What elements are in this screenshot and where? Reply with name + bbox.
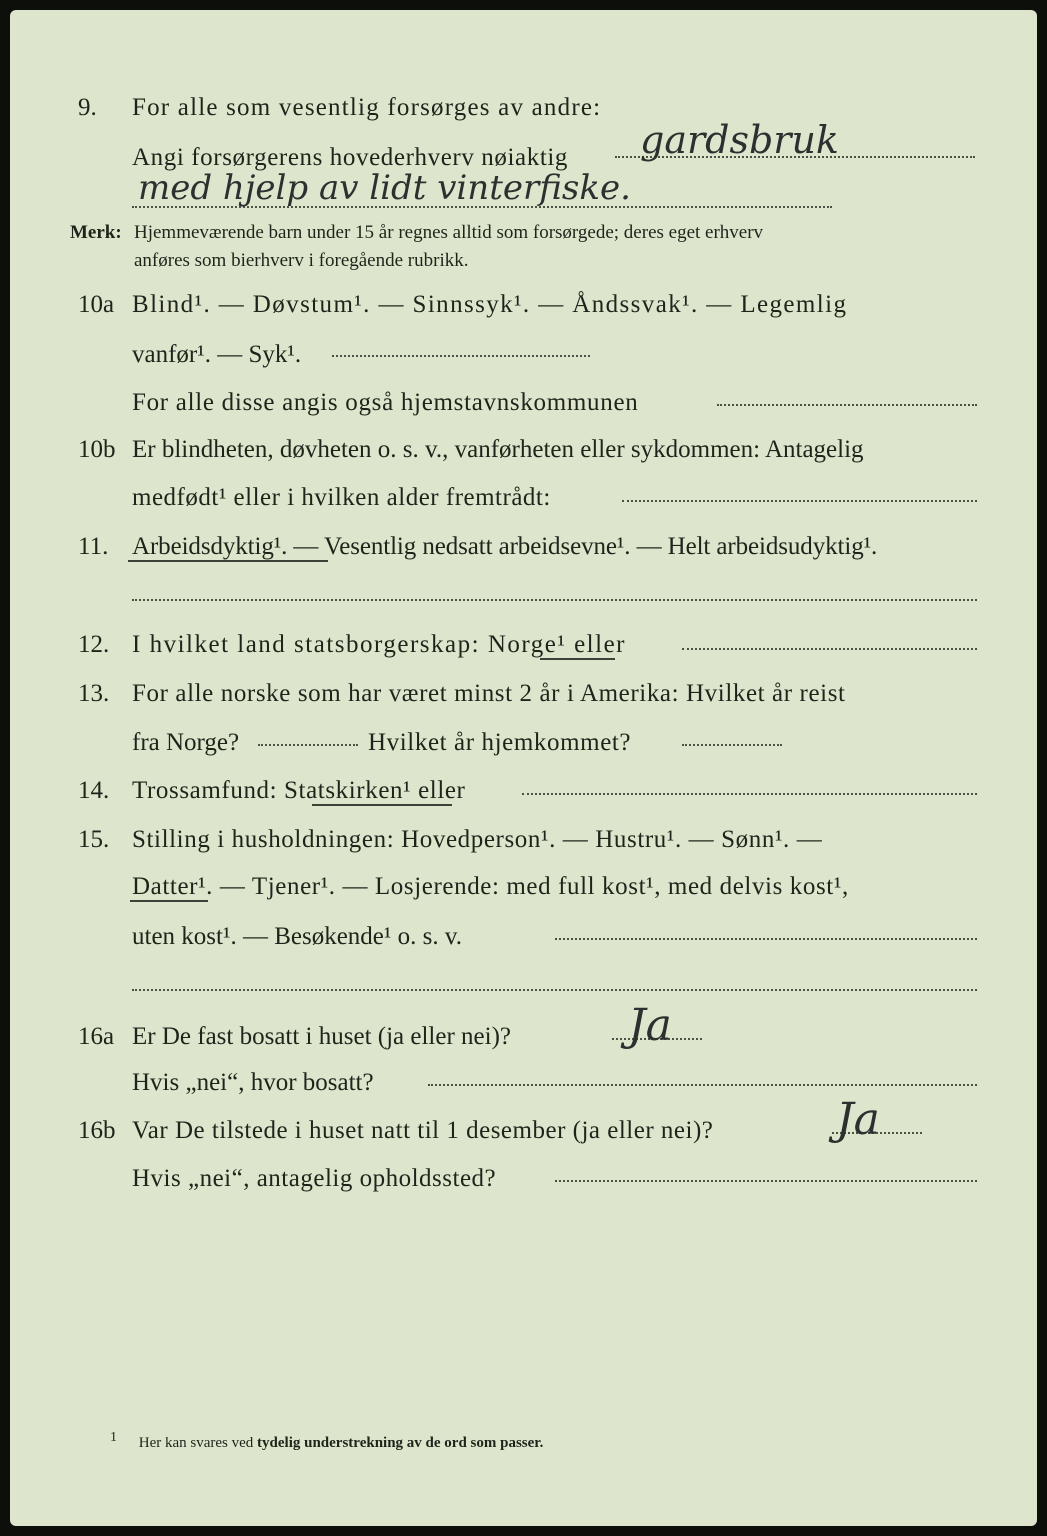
q13-text-line1: For alle norske som har været minst 2 år i Amerika: Hvilket år reist	[132, 680, 846, 707]
q14-answer-line	[522, 793, 977, 795]
merk-label: Merk:	[70, 222, 122, 243]
q14-number: 14.	[78, 777, 110, 804]
q9-handwritten-answer1: gardsbruk	[640, 118, 839, 162]
q16b-text-line1: Var De tilstede i huset natt til 1 desember (ja eller nei)?	[132, 1117, 714, 1144]
census-form-page	[10, 10, 1037, 1526]
footnote-mark: 1	[110, 1430, 117, 1445]
q10b-text-line2: medfødt¹ eller i hvilken alder fremtrådt:	[132, 484, 551, 511]
q12-text-line1: I hvilket land statsborgerskap: Norge¹ eller	[132, 631, 626, 658]
q10a-text-line2: vanfør¹. — Syk¹.	[132, 341, 302, 368]
q16a-answer-line2	[428, 1084, 977, 1086]
q13-number: 13.	[78, 680, 110, 707]
q13-answer-line1	[258, 744, 358, 746]
q13-text-line2b: Hvilket år hjemkommet?	[368, 729, 632, 756]
q14-text-line1: Trossamfund: Statskirken¹ eller	[132, 777, 466, 804]
q10b-text-line1: Er blindheten, døvheten o. s. v., vanførheten eller sykdommen: Antagelig	[132, 436, 864, 463]
q12-number: 12.	[78, 631, 110, 658]
q16a-text-line1: Er De fast bosatt i huset (ja eller nei)?	[132, 1023, 512, 1050]
q11-number: 11.	[78, 533, 109, 560]
q9-number: 9.	[78, 94, 97, 121]
q10b-answer-line	[622, 500, 977, 502]
footnote	[110, 1430, 544, 1452]
q16b-number: 16b	[78, 1117, 116, 1144]
merk-note-line1: Hjemmeværende barn under 15 år regnes alltid som forsørgede; deres eget erhverv	[134, 222, 764, 243]
q11-text-line1: Arbeidsdyktig¹. — Vesentlig nedsatt arbeidsevne¹. — Helt arbeidsudyktig¹.	[132, 533, 878, 560]
q16a-text-line2: Hvis „nei“, hvor bosatt?	[132, 1069, 374, 1096]
q10a-answer-line2	[717, 404, 977, 406]
q16b-handwritten-answer: Ja	[836, 1094, 880, 1145]
q16b-text-line2: Hvis „nei“, antagelig opholdssted?	[132, 1165, 497, 1192]
q10a-answer-line1	[332, 355, 590, 357]
q12-underline-norge	[540, 658, 615, 660]
q11-underline-arbeidsdyktig	[128, 560, 328, 562]
q11-answer-line	[132, 599, 977, 601]
q9-text-line2: Angi forsørgerens hovederhverv nøiaktig	[132, 144, 569, 171]
footnote-text-a: Her kan svares ved	[138, 1435, 258, 1451]
footnote-text-b: tydelig understrekning av de ord som passer.	[257, 1435, 544, 1451]
q15-number: 15.	[78, 826, 110, 853]
q9-text-line1: For alle som vesentlig forsørges av andre:	[132, 94, 602, 121]
q14-underline-statskirken	[312, 804, 452, 806]
q10a-number: 10a	[78, 291, 115, 318]
q12-answer-line	[682, 648, 977, 650]
q10a-text-line1: Blind¹. — Døvstum¹. — Sinnssyk¹. — Åndssvak¹. — Legemlig	[132, 291, 848, 318]
q15-underline-datter	[130, 900, 208, 902]
q15-text-line1: Stilling i husholdningen: Hovedperson¹. — Hustru¹. — Sønn¹. —	[132, 826, 823, 853]
q15-answer-line2	[132, 989, 977, 991]
merk-note-line2: anføres som bierhverv i foregående rubrikk.	[134, 250, 469, 271]
q16b-answer-line2	[555, 1180, 977, 1182]
q15-text-line2: Datter¹. — Tjener¹. — Losjerende: med full kost¹, med delvis kost¹,	[132, 873, 849, 900]
q9-handwritten-answer2: med hjelp av lidt vinterfiske.	[138, 168, 631, 208]
q13-text-line2a: fra Norge?	[132, 729, 240, 756]
q15-text-line3: uten kost¹. — Besøkende¹ o. s. v.	[132, 923, 463, 950]
q15-answer-line1	[555, 938, 977, 940]
q10a-text-line3: For alle disse angis også hjemstavnskommunen	[132, 389, 639, 416]
q16a-number: 16a	[78, 1023, 115, 1050]
q10b-number: 10b	[78, 436, 116, 463]
q16a-handwritten-answer: Ja	[628, 1000, 672, 1051]
q13-answer-line2	[682, 744, 782, 746]
